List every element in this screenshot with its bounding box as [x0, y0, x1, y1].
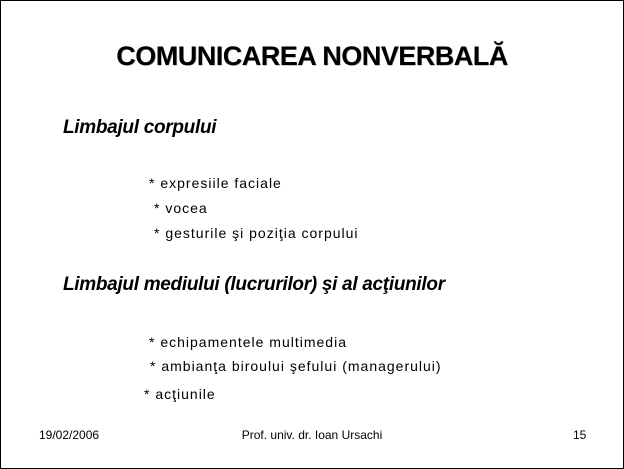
- list-item: * vocea: [154, 200, 208, 216]
- footer-author: Prof. univ. dr. Ioan Ursachi: [241, 428, 383, 442]
- section-heading-environment-language: Limbajul mediului (lucrurilor) şi al acţiunilor: [63, 274, 445, 295]
- list-item: * expresiile faciale: [149, 175, 282, 191]
- list-item: * gesturile şi poziţia corpului: [154, 225, 359, 241]
- slide-title: COMUNICAREA NONVERBALĂ: [116, 41, 508, 71]
- footer-page-number: 15: [573, 428, 587, 442]
- footer-date: 19/02/2006: [39, 428, 100, 442]
- list-item: * ambianţa biroului şefului (managerului): [150, 358, 442, 374]
- section-heading-body-language: Limbajul corpului: [63, 117, 217, 138]
- list-item: * acţiunile: [144, 386, 216, 402]
- list-item: * echipamentele multimedia: [149, 334, 347, 350]
